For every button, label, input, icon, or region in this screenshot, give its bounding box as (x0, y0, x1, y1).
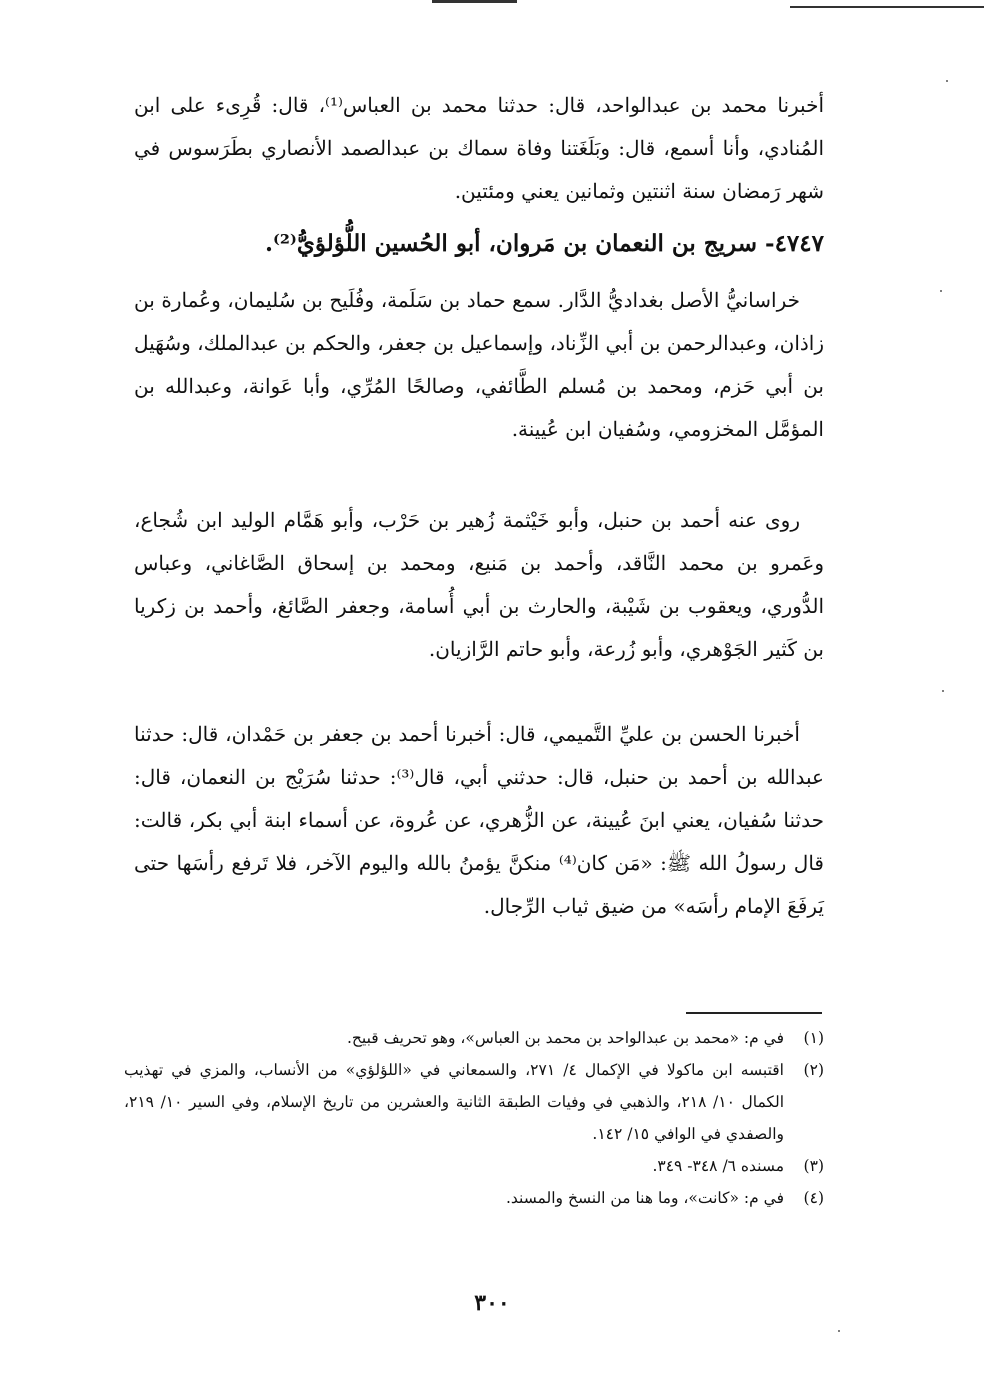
paragraph-4: أخبرنا الحسن بن عليِّ التَّميمي، قال: أخبرنا أحمد بن جعفر بن حَمْدان، قال: حدثنا عبدالله بن أحمد بن حنبل، قال: حدثني أبي، قال⁽³⁾: حدثنا سُرَيْج بن النعمان، قال: حدثنا سُفيان، يعني ابنَ عُيينة، عن الزُّهري، عن عُروة، عن أسماء ابنة أبي بكر، قالت: قال رسولُ الله ﷺ: «مَن كان⁽⁴⁾ منكنَّ يؤمنُ بالله واليوم الآخر، فلا تَرفع رأسَها حتى يَرفَعَ الإمام رأسَه» من ضيق ثياب الرِّجال. (134, 722, 824, 918)
footnote-4 (124, 1182, 824, 1214)
scan-speck (946, 80, 948, 82)
footnote-number: (١) (803, 1029, 824, 1047)
page-number: ٣٠٠ (474, 1290, 510, 1316)
footnote-1 (124, 1022, 824, 1054)
scan-speck (838, 1330, 840, 1332)
footnote-separator (686, 1012, 822, 1014)
paragraph-3: روى عنه أحمد بن حنبل، وأبو خَيْثمة زُهير بن حَرْب، وأبو هَمَّام الوليد ابن شُجاع، وعَمرو بن محمد النَّاقد، وأحمد بن مَنيع، ومحمد بن إسحاق الصَّاغاني، وعباس الدُّوري، ويعقوب بن شَيْبة، والحارث بن أبي أُسامة، وجعفر الصَّائغ، وأحمد بن زكريا بن كَثير الجَوْهري، وأبو زُرعة، وأبو حاتم الرَّازيان. (134, 508, 824, 661)
footnote-text: مسنده ٦/ ٣٤٨- ٣٤٩. (652, 1157, 784, 1175)
entry-heading: ٤٧٤٧- سريج بن النعمان بن مَروان، أبو الحُسين اللُّؤلؤيُّ⁽²⁾. (265, 230, 824, 257)
paragraph-2: خراسانيُّ الأصل بغداديُّ الدَّار. سمع حماد بن سَلَمة، وفُلَيح بن سُليمان، وعُمارة بن زاذان، وعبدالرحمن بن أبي الزِّناد، وإسماعيل بن جعفر، والحكم بن عبدالملك، وسُهَيل بن أبي حَزم، ومحمد بن مُسلم الطَّائفي، وصالحًا المُرِّي، وأبا عَوانة، وعبدالله بن المؤمَّل المخزومي، وسُفيان ابن عُيينة. (134, 288, 824, 441)
scan-speck (940, 290, 942, 292)
top-rule-right (790, 6, 984, 8)
paragraph-1: أخبرنا محمد بن عبدالواحد، قال: حدثنا محمد بن العباس⁽¹⁾، قال: قُرِىء على ابن المُنادي، وأنا أسمع، قال: وبَلَغَتنا وفاة سماك بن عبدالصمد الأنصاري بطَرَسوس في شهر رَمضان سنة اثنتين وثمانين يعني ومئتين. (134, 93, 824, 203)
top-rule-left (432, 0, 517, 3)
footnote-3 (124, 1150, 824, 1182)
scan-speck (942, 690, 944, 692)
footnotes (124, 1022, 824, 1214)
footnote-number: (٣) (803, 1157, 824, 1175)
footnote-text: اقتبسه ابن ماكولا في الإكمال ٤/ ٢٧١، والسمعاني في «اللؤلؤي» من الأنساب، والمزي في تهذيب الكمال ١٠/ ٢١٨، والذهبي في وفيات الطبقة الثانية والعشرين من تاريخ الإسلام، وفي السير ١٠/ ٢١٩، والصفدي في الوافي ١٥/ ١٤٢. (124, 1061, 785, 1143)
footnote-2 (124, 1054, 824, 1150)
footnote-text: في م: «كانت»، وما هنا من النسخ والمسند. (505, 1189, 784, 1207)
footnote-text: في م: «محمد بن عبدالواحد بن محمد بن العباس»، وهو تحريف قبيح. (346, 1029, 784, 1047)
footnote-number: (٢) (803, 1061, 824, 1079)
footnote-number: (٤) (803, 1189, 824, 1207)
